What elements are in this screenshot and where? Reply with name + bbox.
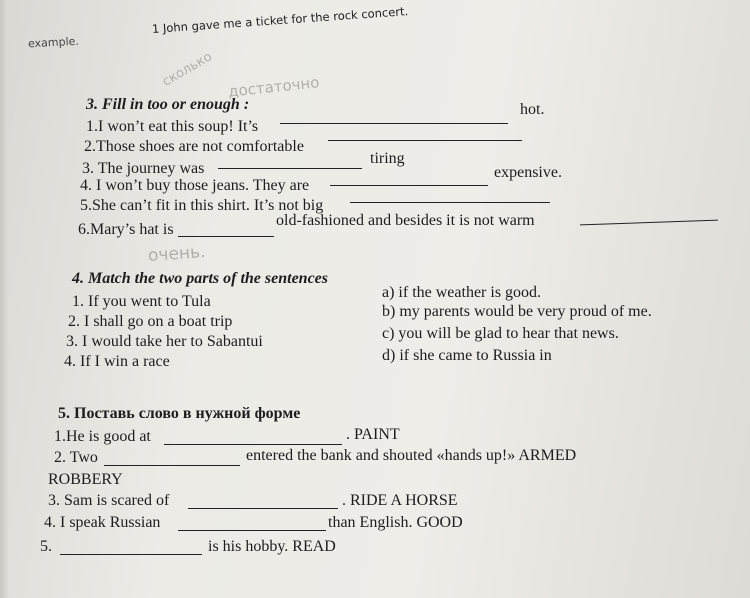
ex5-item-2-after: entered the bank and shouted «hands up!» ARMED [246, 447, 577, 464]
ex5-item-4-after: than English. GOOD [328, 514, 463, 531]
ex5-title: 5. Поставь слово в нужной форме [58, 405, 301, 422]
ex4-right-d: d) if she came to Russia in [382, 347, 552, 364]
ex3-item-3-after: tiring [370, 150, 405, 167]
ex3-blank-3[interactable] [218, 168, 362, 169]
page-edge-shadow [0, 0, 8, 598]
ex3-item-1-after: hot. [520, 101, 545, 118]
ex3-blank-2[interactable] [328, 140, 522, 141]
ex5-item-1-after: . PAINT [346, 426, 400, 443]
ex5-item-3-after: . RIDE A HORSE [342, 492, 458, 509]
ex3-blank-4[interactable] [330, 185, 488, 186]
pencil-note-2: достаточно [227, 73, 321, 101]
ex5-blank-2[interactable] [104, 465, 240, 466]
ex3-item-3: 3. The journey was [82, 160, 205, 177]
ex5-item-5-after: is his hobby. READ [208, 538, 336, 555]
ex3-item-6: 6.Mary’s hat is [78, 221, 174, 238]
ex3-item-5: 5.She can’t fit in this shirt. It’s not big [80, 197, 324, 214]
ex5-blank-3[interactable] [188, 508, 338, 509]
ex4-title: 4. Match the two parts of the sentences [72, 270, 329, 287]
ex5-item-2-cont: ROBBERY [48, 471, 123, 488]
ex3-blank-6b[interactable] [580, 220, 718, 226]
ex4-left-4: 4. If I win a race [64, 353, 170, 370]
ex3-item-6-after: old-fashioned and besides it is not warm [276, 212, 535, 229]
pencil-note-3: очень. [147, 242, 207, 266]
ex4-right-c: c) you will be glad to hear that news. [382, 325, 619, 342]
ex5-item-5: 5. [40, 538, 52, 555]
ex5-item-4: 4. I speak Russian [44, 514, 161, 531]
ex4-right-a: a) if the weather is good. [382, 284, 542, 301]
ex5-blank-5[interactable] [60, 554, 202, 555]
ex3-title: 3. Fill in too or enough : [86, 96, 250, 113]
pencil-note-1: сколько [159, 49, 215, 90]
ex5-blank-1[interactable] [164, 444, 342, 445]
ex5-item-3: 3. Sam is scared of [48, 492, 170, 509]
ex4-right-b: b) my parents would be very proud of me. [382, 303, 652, 320]
ex3-blank-5[interactable] [350, 202, 550, 203]
ex5-item-1: 1.He is good at [54, 428, 151, 445]
example-fragment: example. [27, 34, 80, 51]
ex4-left-1: 1. If you went to Tula [72, 293, 211, 310]
ex5-item-2: 2. Two [54, 449, 98, 466]
example-sentence: 1 John gave me a ticket for the rock concert. [151, 4, 409, 36]
ex4-left-3: 3. I would take her to Sabantui [66, 333, 263, 350]
ex5-blank-4[interactable] [178, 530, 326, 531]
ex3-item-2: 2.Those shoes are not comfortable [84, 138, 304, 155]
ex3-blank-6[interactable] [178, 236, 274, 237]
ex3-item-1: 1.I won’t eat this soup! It’s [86, 118, 259, 135]
ex3-item-4-after: expensive. [494, 164, 562, 181]
ex3-blank-1[interactable] [280, 123, 508, 124]
ex3-item-4: 4. I won’t buy those jeans. They are [80, 177, 310, 194]
ex4-left-2: 2. I shall go on a boat trip [68, 313, 233, 330]
